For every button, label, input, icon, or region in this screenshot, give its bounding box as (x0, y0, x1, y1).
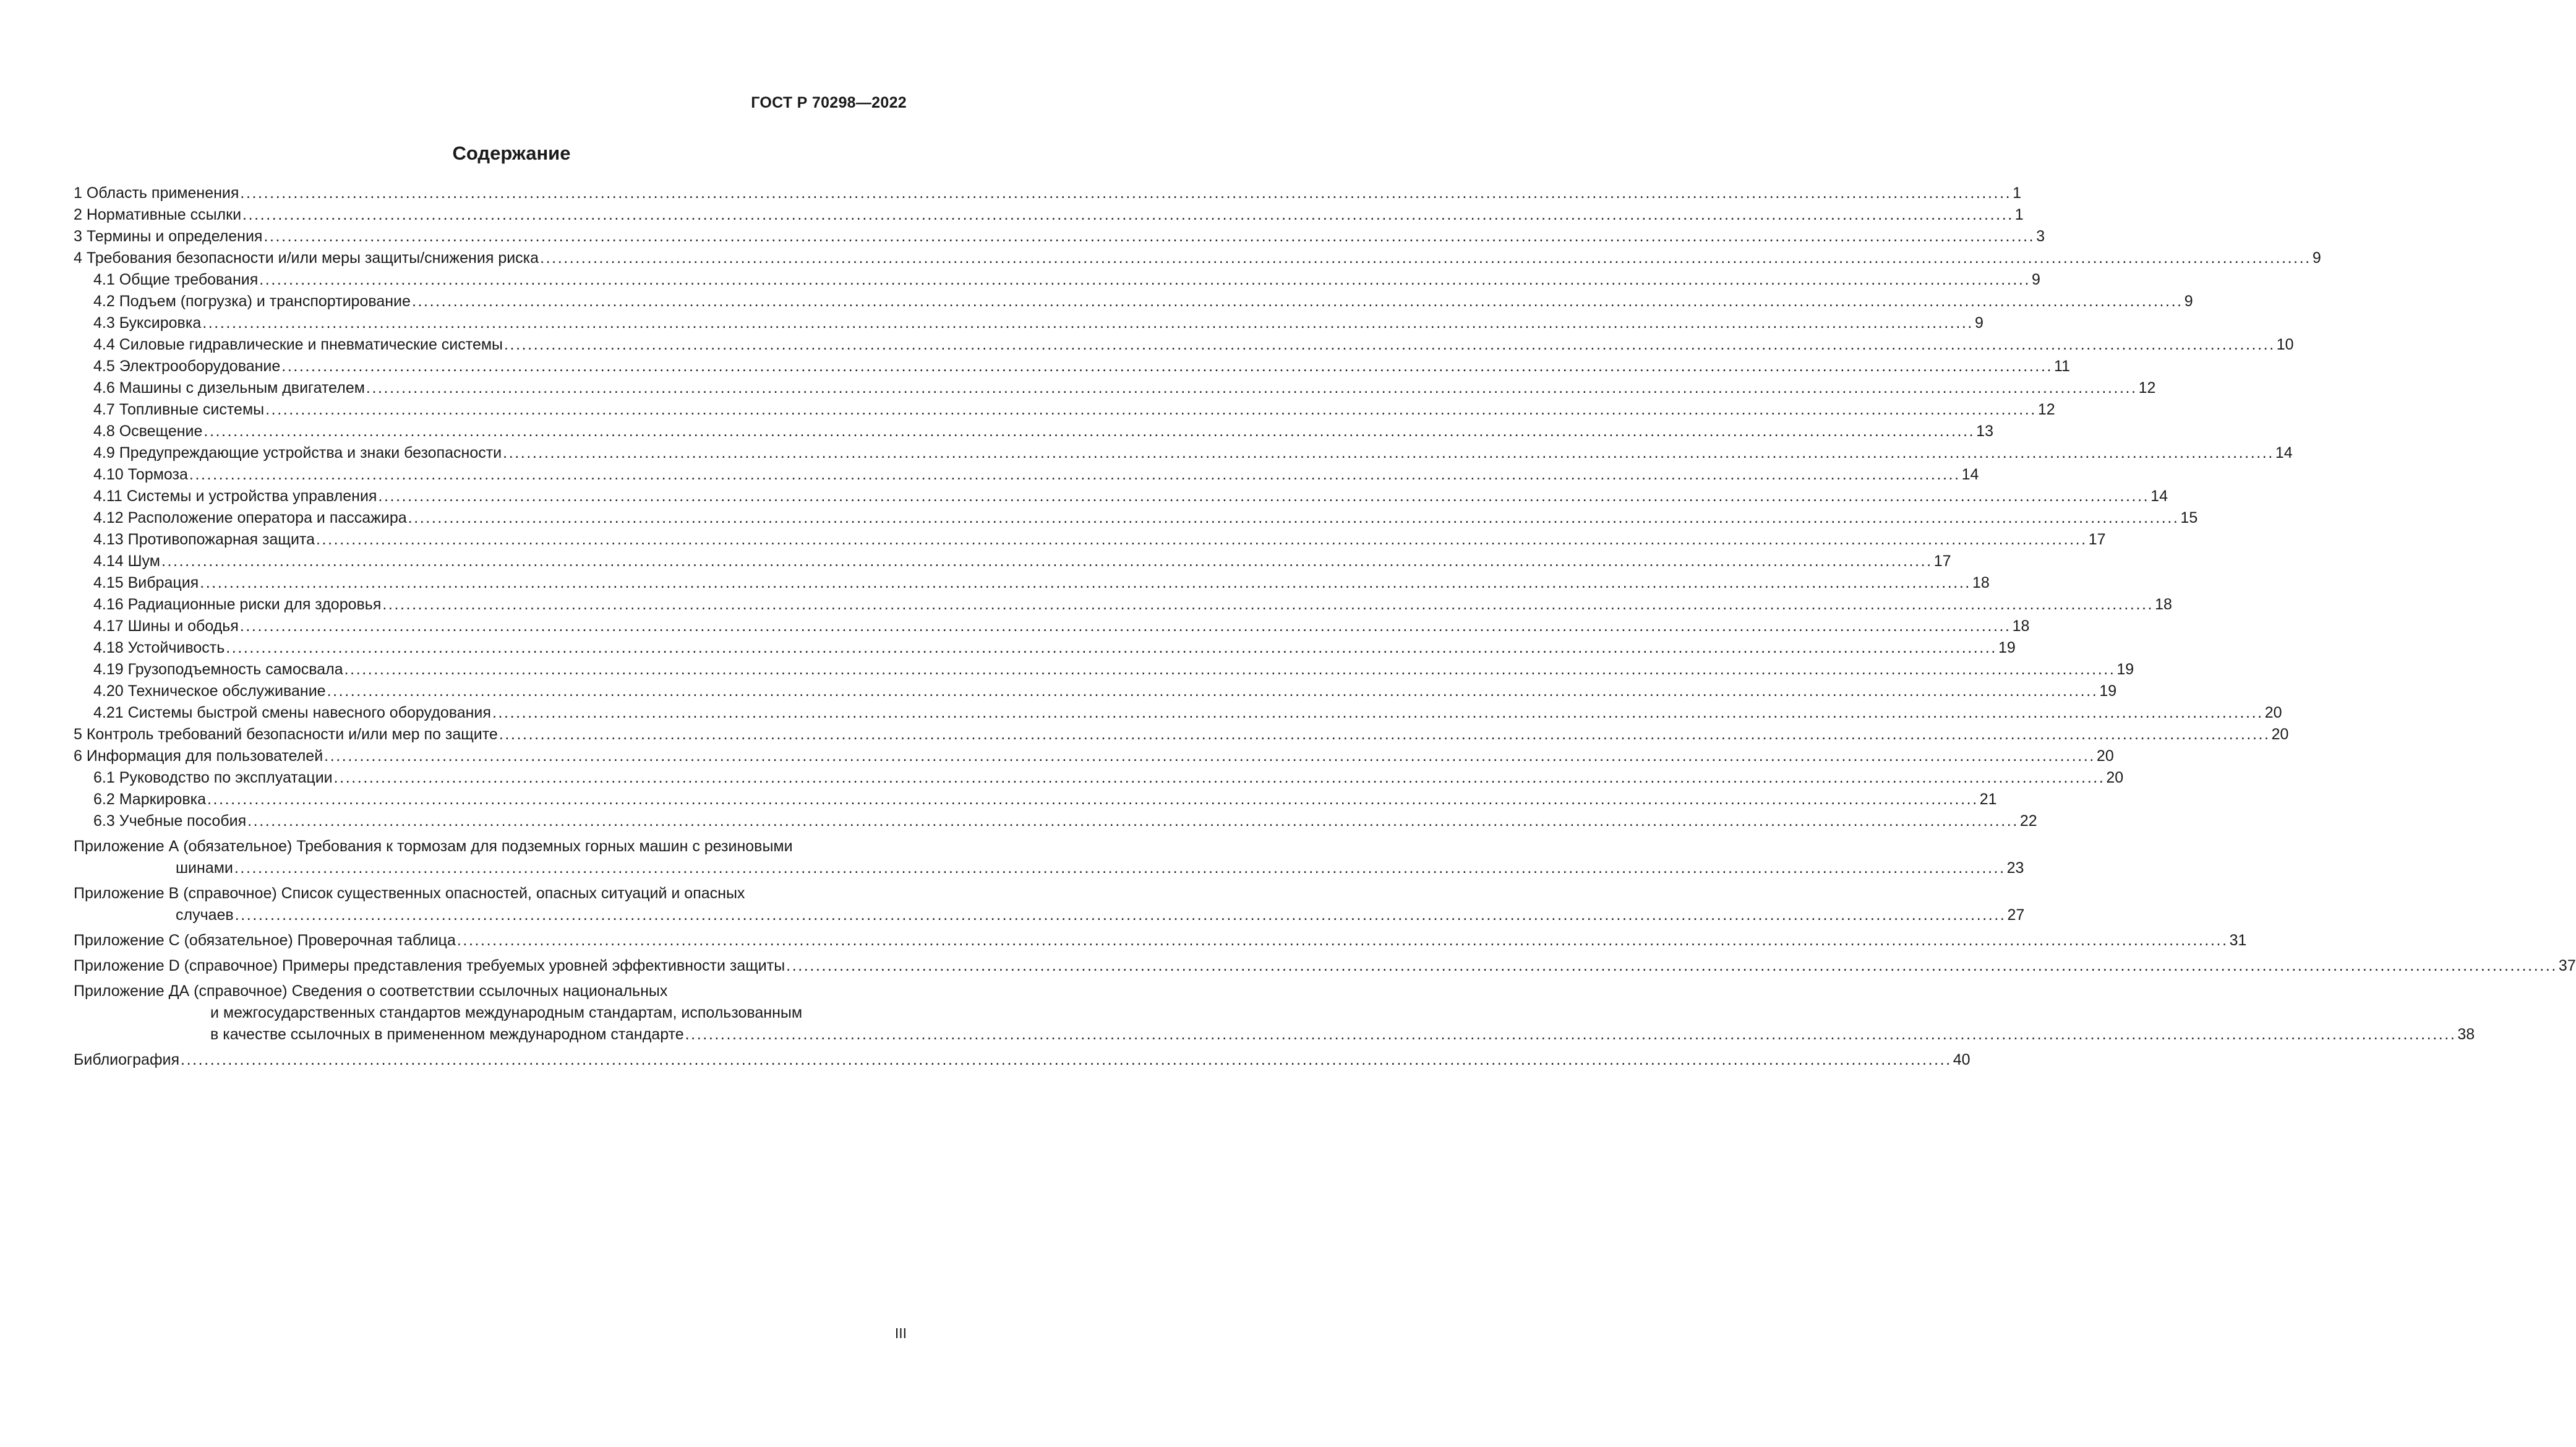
dot-leader: ............................................................................................................................................................................................................................................................................................................ (181, 1051, 1952, 1068)
toc-bibliography[interactable] (74, 1049, 1971, 1071)
toc-entry-label: 4.10 Тормоза (93, 466, 188, 483)
page-number: III (894, 1325, 907, 1341)
toc-subentry[interactable] (74, 507, 2198, 529)
toc-entry-label: 4.5 Электрооборудование (93, 358, 281, 375)
dot-leader: ............................................................................................................................................................................................................................................................................................................ (263, 228, 2035, 245)
toc-entry-label: 4.1 Общие требования (93, 271, 259, 288)
toc-appendix-a[interactable] (74, 836, 2024, 879)
dot-leader: ............................................................................................................................................................................................................................................................................................................ (540, 249, 2311, 267)
toc-entry-label: 3 Термины и определения (74, 228, 263, 245)
toc-subentry[interactable] (74, 810, 2037, 832)
toc-entry-label: 4 Требования безопасности и/или меры защиты/снижения риска (74, 249, 539, 267)
toc-entry-label: 6.2 Маркировка (93, 791, 206, 808)
toc-entry-label: 4.21 Системы быстрой смены навесного оборудования (93, 704, 491, 721)
toc-entry-page: 21 (1979, 791, 1997, 808)
dot-leader: ............................................................................................................................................................................................................................................................................................................ (200, 574, 1971, 591)
toc-entry-page: 9 (1974, 314, 1983, 332)
toc-entry-page: 22 (2019, 812, 2037, 830)
dot-leader: ............................................................................................................................................................................................................................................................................................................ (492, 704, 2264, 721)
toc-entry-page: 1 (2014, 206, 2024, 223)
toc-entry-label: 4.20 Техническое обслуживание (93, 682, 326, 700)
toc-subentry[interactable] (74, 529, 2106, 551)
dot-leader: ............................................................................................................................................................................................................................................................................................................ (456, 932, 2228, 949)
toc-subentry[interactable] (74, 616, 2030, 637)
toc-entry-page: 40 (1953, 1051, 1971, 1068)
toc-entry-page: 19 (2099, 682, 2117, 700)
dot-leader: ............................................................................................................................................................................................................................................................................................................ (786, 957, 2557, 974)
toc-subentry[interactable] (74, 789, 1997, 810)
table-of-contents (74, 182, 2576, 1071)
toc-subentry[interactable] (74, 594, 2172, 616)
toc-entry-label: 4.6 Машины с дизельным двигателем (93, 379, 365, 397)
toc-subentry[interactable] (74, 681, 2117, 702)
dot-leader: ............................................................................................................................................................................................................................................................................................................ (378, 487, 2150, 505)
toc-entry-label: 4.19 Грузоподъемность самосвала (93, 661, 343, 678)
dot-leader: ............................................................................................................................................................................................................................................................................................................ (242, 206, 2014, 223)
toc-entry-page: 19 (2116, 661, 2134, 678)
toc-entry-label: 4.8 Освещение (93, 423, 203, 440)
dot-leader: ............................................................................................................................................................................................................................................................................................................ (234, 859, 2006, 877)
toc-entry-page: 3 (2036, 228, 2045, 245)
toc-subentry[interactable] (74, 659, 2134, 681)
toc-entry-page: 10 (2276, 336, 2294, 353)
toc-entry-label: Приложение А (обязательное) Требования к тормозам для подземных горных машин с резиновыми (74, 838, 793, 855)
toc-entry-label: Приложение С (обязательное) Проверочная таблица (74, 932, 456, 949)
toc-entry[interactable] (74, 745, 2114, 767)
toc-entry-page: 17 (1933, 552, 1951, 570)
toc-entry-label: 4.7 Топливные системы (93, 401, 265, 418)
toc-subentry[interactable] (74, 312, 1983, 334)
toc-subentry[interactable] (74, 421, 1993, 442)
toc-subentry[interactable] (74, 442, 2293, 464)
toc-subentry[interactable] (74, 767, 2124, 789)
doc-code: ГОСТ Р 70298—2022 (751, 94, 907, 111)
toc-entry-label-cont: и межгосударственных стандартов международным стандартам, использованным (210, 1004, 803, 1021)
toc-subentry[interactable] (74, 399, 2055, 421)
toc-entry-label: 2 Нормативные ссылки (74, 206, 242, 223)
dot-leader: ............................................................................................................................................................................................................................................................................................................ (247, 812, 2019, 830)
toc-entry-page: 9 (2184, 293, 2193, 310)
toc-appendix-d[interactable] (74, 955, 2576, 977)
toc-subentry[interactable] (74, 291, 2193, 312)
toc-entry-label: Приложение D (справочное) Примеры представления требуемых уровней эффективности защиты (74, 957, 785, 974)
toc-entry-label: 4.14 Шум (93, 552, 160, 570)
toc-entry-label: 4.11 Системы и устройства управления (93, 487, 377, 505)
dot-leader: ............................................................................................................................................................................................................................................................................................................ (366, 379, 2137, 397)
toc-subentry[interactable] (74, 572, 1990, 594)
toc-entry-page: 14 (2150, 487, 2168, 505)
toc-entry-label: Библиография (74, 1051, 180, 1068)
dot-leader: ............................................................................................................................................................................................................................................................................................................ (324, 747, 2095, 765)
toc-entry-page: 9 (2032, 271, 2040, 288)
dot-leader: ............................................................................................................................................................................................................................................................................................................ (265, 401, 2037, 418)
toc-entry-page: 17 (2088, 531, 2106, 548)
toc-subentry[interactable] (74, 377, 2156, 399)
toc-entry-label: 6.1 Руководство по эксплуатации (93, 769, 333, 786)
dot-leader: ............................................................................................................................................................................................................................................................................................................ (685, 1026, 2457, 1043)
toc-entry-page: 11 (2054, 358, 2070, 375)
toc-entry-page: 12 (2138, 379, 2156, 397)
toc-entry-page: 27 (2007, 906, 2025, 924)
dot-leader: ............................................................................................................................................................................................................................................................................................................ (408, 509, 2180, 526)
toc-entry-label: 4.18 Устойчивость (93, 639, 225, 656)
toc-entry-label-cont: случаев (176, 906, 234, 924)
toc-title: Содержание (452, 142, 571, 164)
toc-entry-page: 15 (2180, 509, 2198, 526)
toc-entry-label-cont: шинами (176, 859, 233, 877)
toc-entry-page: 18 (1972, 574, 1990, 591)
toc-entry-label: 4.12 Расположение оператора и пассажира (93, 509, 407, 526)
dot-leader: ............................................................................................................................................................................................................................................................................................................ (333, 769, 2105, 786)
dot-leader: ............................................................................................................................................................................................................................................................................................................ (189, 466, 1961, 483)
toc-entry-page: 37 (2558, 957, 2576, 974)
dot-leader: ............................................................................................................................................................................................................................................................................................................ (503, 444, 2274, 462)
toc-subentry[interactable] (74, 551, 1951, 572)
dot-leader: ............................................................................................................................................................................................................................................................................................................ (161, 552, 1933, 570)
toc-entry-label: 6.3 Учебные пособия (93, 812, 247, 830)
dot-leader: ............................................................................................................................................................................................................................................................................................................ (281, 358, 2053, 375)
toc-subentry[interactable] (74, 637, 2016, 659)
dot-leader: ............................................................................................................................................................................................................................................................................................................ (504, 336, 2275, 353)
toc-entry-label: 4.3 Буксировка (93, 314, 202, 332)
toc-entry-page: 12 (2037, 401, 2055, 418)
dot-leader: ............................................................................................................................................................................................................................................................................................................ (344, 661, 2116, 678)
toc-subentry[interactable] (74, 269, 2040, 291)
toc-entry-page: 14 (1961, 466, 1979, 483)
dot-leader: ............................................................................................................................................................................................................................................................................................................ (382, 596, 2154, 613)
toc-entry[interactable] (74, 724, 2289, 745)
toc-entry-label: 4.13 Противопожарная защита (93, 531, 315, 548)
dot-leader: ............................................................................................................................................................................................................................................................................................................ (202, 314, 1974, 332)
toc-entry-label-cont: в качестве ссылочных в примененном международном стандарте (210, 1026, 684, 1043)
toc-entry-page: 18 (2155, 596, 2172, 613)
dot-leader: ............................................................................................................................................................................................................................................................................................................ (240, 184, 2012, 202)
toc-entry-page: 1 (2013, 184, 2022, 202)
toc-entry[interactable] (74, 204, 2024, 226)
dot-leader: ............................................................................................................................................................................................................................................................................................................ (259, 271, 2031, 288)
toc-entry-page: 13 (1976, 423, 1993, 440)
toc-entry-label: 6 Информация для пользователей (74, 747, 323, 765)
dot-leader: ............................................................................................................................................................................................................................................................................................................ (411, 293, 2183, 310)
toc-entry-label: Приложение В (справочное) Список существенных опасностей, опасных ситуаций и опасных (74, 885, 745, 902)
toc-subentry[interactable] (74, 464, 1979, 486)
toc-entry-page: 20 (2106, 769, 2124, 786)
toc-entry[interactable] (74, 247, 2321, 269)
toc-entry-page: 18 (2012, 617, 2030, 635)
toc-entry-page: 20 (2271, 726, 2289, 743)
toc-entry-page: 23 (2006, 859, 2024, 877)
toc-entry-label: 1 Область применения (74, 184, 239, 202)
toc-entry-label: 5 Контроль требований безопасности и/или мер по защите (74, 726, 498, 743)
toc-entry-label: 4.9 Предупреждающие устройства и знаки безопасности (93, 444, 502, 462)
toc-entry-page: 19 (1998, 639, 2016, 656)
toc-entry-label: 4.4 Силовые гидравлические и пневматические системы (93, 336, 503, 353)
dot-leader: ............................................................................................................................................................................................................................................................................................................ (234, 906, 2006, 924)
toc-entry-label: Приложение ДА (справочное) Сведения о соответствии ссылочных национальных (74, 982, 668, 1000)
toc-subentry[interactable] (74, 702, 2282, 724)
dot-leader: ............................................................................................................................................................................................................................................................................................................ (316, 531, 2087, 548)
dot-leader: ............................................................................................................................................................................................................................................................................................................ (226, 639, 1997, 656)
dot-leader: ............................................................................................................................................................................................................................................................................................................ (207, 791, 1979, 808)
toc-subentry[interactable] (74, 486, 2168, 507)
toc-entry-page: 20 (2264, 704, 2282, 721)
dot-leader: ............................................................................................................................................................................................................................................................................................................ (327, 682, 2099, 700)
toc-entry[interactable] (74, 226, 2045, 247)
dot-leader: ............................................................................................................................................................................................................................................................................................................ (499, 726, 2270, 743)
toc-entry-page: 38 (2457, 1026, 2475, 1043)
toc-appendix-b[interactable] (74, 883, 2025, 926)
toc-entry[interactable] (74, 182, 2022, 204)
toc-entry-label: 4.16 Радиационные риски для здоровья (93, 596, 382, 613)
toc-appendix-c[interactable] (74, 930, 2247, 951)
toc-entry-label: 4.15 Вибрация (93, 574, 199, 591)
toc-subentry[interactable] (74, 334, 2294, 356)
toc-appendix-da[interactable] (74, 981, 2475, 1046)
toc-entry-page: 9 (2312, 249, 2321, 267)
dot-leader: ............................................................................................................................................................................................................................................................................................................ (239, 617, 2011, 635)
dot-leader: ............................................................................................................................................................................................................................................................................................................ (203, 423, 1975, 440)
toc-entry-page: 14 (2275, 444, 2293, 462)
toc-entry-page: 31 (2229, 932, 2247, 949)
toc-entry-label: 4.2 Подъем (погрузка) и транспортирование (93, 293, 411, 310)
toc-subentry[interactable] (74, 356, 2070, 377)
toc-entry-label: 4.17 Шины и ободья (93, 617, 239, 635)
toc-entry-page: 20 (2096, 747, 2114, 765)
